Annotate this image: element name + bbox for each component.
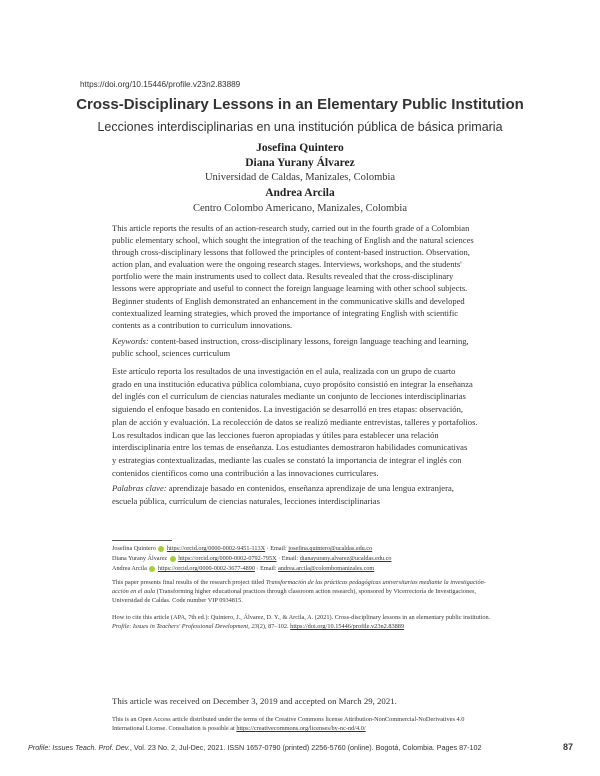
abstract-line: action plan, and evaluation were the ongoing research stages. Interviews, workshops, and the students' <box>112 259 462 270</box>
author-name: Josefina Quintero <box>256 142 344 154</box>
author-affiliation: Centro Colombo Americano, Manizales, Colombia <box>192 203 408 214</box>
orcid-link[interactable]: https://orcid.org/0000-0002-9451-113X <box>166 545 266 552</box>
abstract-line: contents as a contribution to curriculum innovations. <box>112 319 293 330</box>
doi-link[interactable]: https://doi.org/10.15446/profile.v23n2.83889 <box>80 80 241 89</box>
email-label: · Email: <box>276 555 300 562</box>
abstract-line: This article reports the results of an action-research study, carried out in the fourth grade of a Colombian <box>112 223 470 233</box>
project-title: Transformación de las prácticas pedagógicas universitarias mediante la investigación-acción en el aula <box>112 579 486 596</box>
project-note-text: This paper presents final results of the research project titled <box>112 579 266 586</box>
footnote-author-name: Diana Yurany Álvarez <box>112 555 168 562</box>
license-link[interactable]: https://creativecommons.org/licenses/by-nc-nd/4.0/ <box>236 725 366 733</box>
keywords <box>112 335 497 347</box>
author-footnote <box>112 555 391 562</box>
resumen-line: y estrategias contextualizadas, mediante las cuales se constató la importancia de integrar el inglés con <box>112 454 462 465</box>
orcid-link[interactable]: https://orcid.org/0000-0002-0792-795X <box>178 555 277 562</box>
received-note: This article was received on December 3, 2019 and accepted on March 29, 2021. <box>112 696 397 706</box>
footer-citation <box>28 743 481 752</box>
project-note-text: (Transforming higher educational practices through classroom action research), sponsored by Vicerrectoría de Investigaciones, Universidad de Caldas. Code number VIP 0934815. <box>112 588 477 605</box>
resumen-line: plan de acción y evaluación. La recolección de datos se realizó mediante entrevistas, talleres y portafolios. <box>112 416 478 427</box>
author-footnote <box>112 545 372 552</box>
keywords-label: Keywords: <box>112 335 149 346</box>
palabras-clave <box>112 482 497 495</box>
citation-text: (2), 87–102. <box>257 623 291 631</box>
resumen-line: del inglés con el currículum de ciencias naturales mediante un conjunto de lecciones interdisciplinarias <box>112 391 466 402</box>
footnote-author-name: Andrea Arcila <box>112 565 147 572</box>
keywords-text: public school, sciences curriculum <box>112 347 231 358</box>
email-label: · Email: <box>265 545 289 552</box>
email-link[interactable]: andrea.arcila@colombomanizales.com <box>278 565 375 572</box>
abstract-line: public elementary school, which sought the integration of the teaching of English and the natural sciences <box>112 235 474 246</box>
license-note <box>112 715 497 733</box>
email-label: · Email: <box>254 565 279 572</box>
article-subtitle: Lecciones interdisciplinarias en una institución pública de básica primaria <box>97 120 503 134</box>
orcid-icon <box>158 546 164 552</box>
palabras-clave-text: escuela pública, currículum de ciencias naturales, lecciones interdisciplinarias <box>112 496 380 507</box>
resumen-line: siguiendo el enfoque basado en contenidos. La investigación se desarrolló en tres etapas: observación, <box>112 404 464 415</box>
resumen-line: Este artículo reporta los resultados de una investigación en el aula, realizada con un grupo de cuarto <box>112 366 456 376</box>
resumen-line: Los resultados indican que las lecciones fueron apropiadas y útiles para establecer una relación <box>112 429 439 440</box>
orcid-icon <box>149 566 155 572</box>
citation-note <box>112 613 497 631</box>
footer-details: , Vol. 23 No. 2, Jul-Dec, 2021. ISSN 1657-0790 (printed) 2256-5760 (online). Bogotá, Colombia. Pages 87-102 <box>129 743 482 752</box>
abstract-line: Beginner students of English demonstrated an enhancement in the communicative skills and developed <box>112 295 465 306</box>
license-text: This is an Open Access article distributed under the terms of the Creative Commons license Attribution-NonCommercial-NoDerivatives 4.0 International License. Consultation is possible at <box>112 716 465 733</box>
citation-journal: Profile: Issues in Teachers' Professional Development, 23 <box>112 623 258 631</box>
email-link[interactable]: dianayurany.alvarez@ucaldas.edu.co <box>299 555 392 562</box>
citation-doi-link[interactable]: https://doi.org/10.15446/profile.v23n2.83889 <box>290 623 405 631</box>
footnote-divider <box>112 540 172 541</box>
author-affiliation: Universidad de Caldas, Manizales, Colombia <box>204 172 396 183</box>
article-title: Cross-Disciplinary Lessons in an Elementary Public Institution <box>76 96 524 113</box>
abstract-line: contextualized learning strategies, which proved the importance of integrating English with scientific <box>112 307 459 318</box>
footnote-author-name: Josefina Quintero <box>112 545 156 552</box>
page-number: 87 <box>563 742 574 752</box>
resumen <box>112 365 497 508</box>
project-note <box>112 578 497 606</box>
abstract-line: through cross-disciplinary lessons that followed the principles of content-based instruction. Observation, <box>112 247 470 258</box>
resumen-line: contenidos científicos como una contribución a las innovaciones curriculares. <box>112 467 379 478</box>
keywords-text: content-based instruction, cross-disciplinary lessons, foreign language teaching and learning, <box>148 335 469 346</box>
palabras-clave-text: aprendizaje basado en contenidos, enseñanza aprendizaje de una lengua extranjera, <box>166 483 454 494</box>
orcid-link[interactable]: https://orcid.org/0000-0002-3677-4890 <box>157 565 255 572</box>
author-footnote <box>112 565 374 572</box>
footer-journal: Profile: Issues Teach. Prof. Dev. <box>28 743 130 752</box>
email-link[interactable]: josefina.quintero@ucaldas.edu.co <box>288 545 373 552</box>
citation-text: How to cite this article (APA, 7th ed.): Quintero, J., Álvarez, D. Y., & Arcila, A. (2021). Cross-disciplinary lessons in an elementary public institution. <box>112 614 491 621</box>
resumen-line: interdisciplinaria entre los temas de enseñanza. Los estudiantes demostraron habilidades comunicativas <box>112 442 468 453</box>
resumen-line: grado en una institución educativa pública colombiana, cuyo propósito consistió en integrar la enseñanza <box>112 378 473 389</box>
author-name: Andrea Arcila <box>265 187 335 199</box>
abstract <box>112 222 497 359</box>
author-name: Diana Yurany Álvarez <box>245 157 355 169</box>
abstract-line: lessons were appropriate and useful to connect the foreign language learning with other school subjects. <box>112 283 468 294</box>
abstract-line: portfolio were the main instruments used to collect data. Results revealed that the cross-disciplinary <box>112 271 454 282</box>
orcid-icon <box>170 556 176 562</box>
palabras-clave-label: Palabras clave: <box>112 483 167 494</box>
